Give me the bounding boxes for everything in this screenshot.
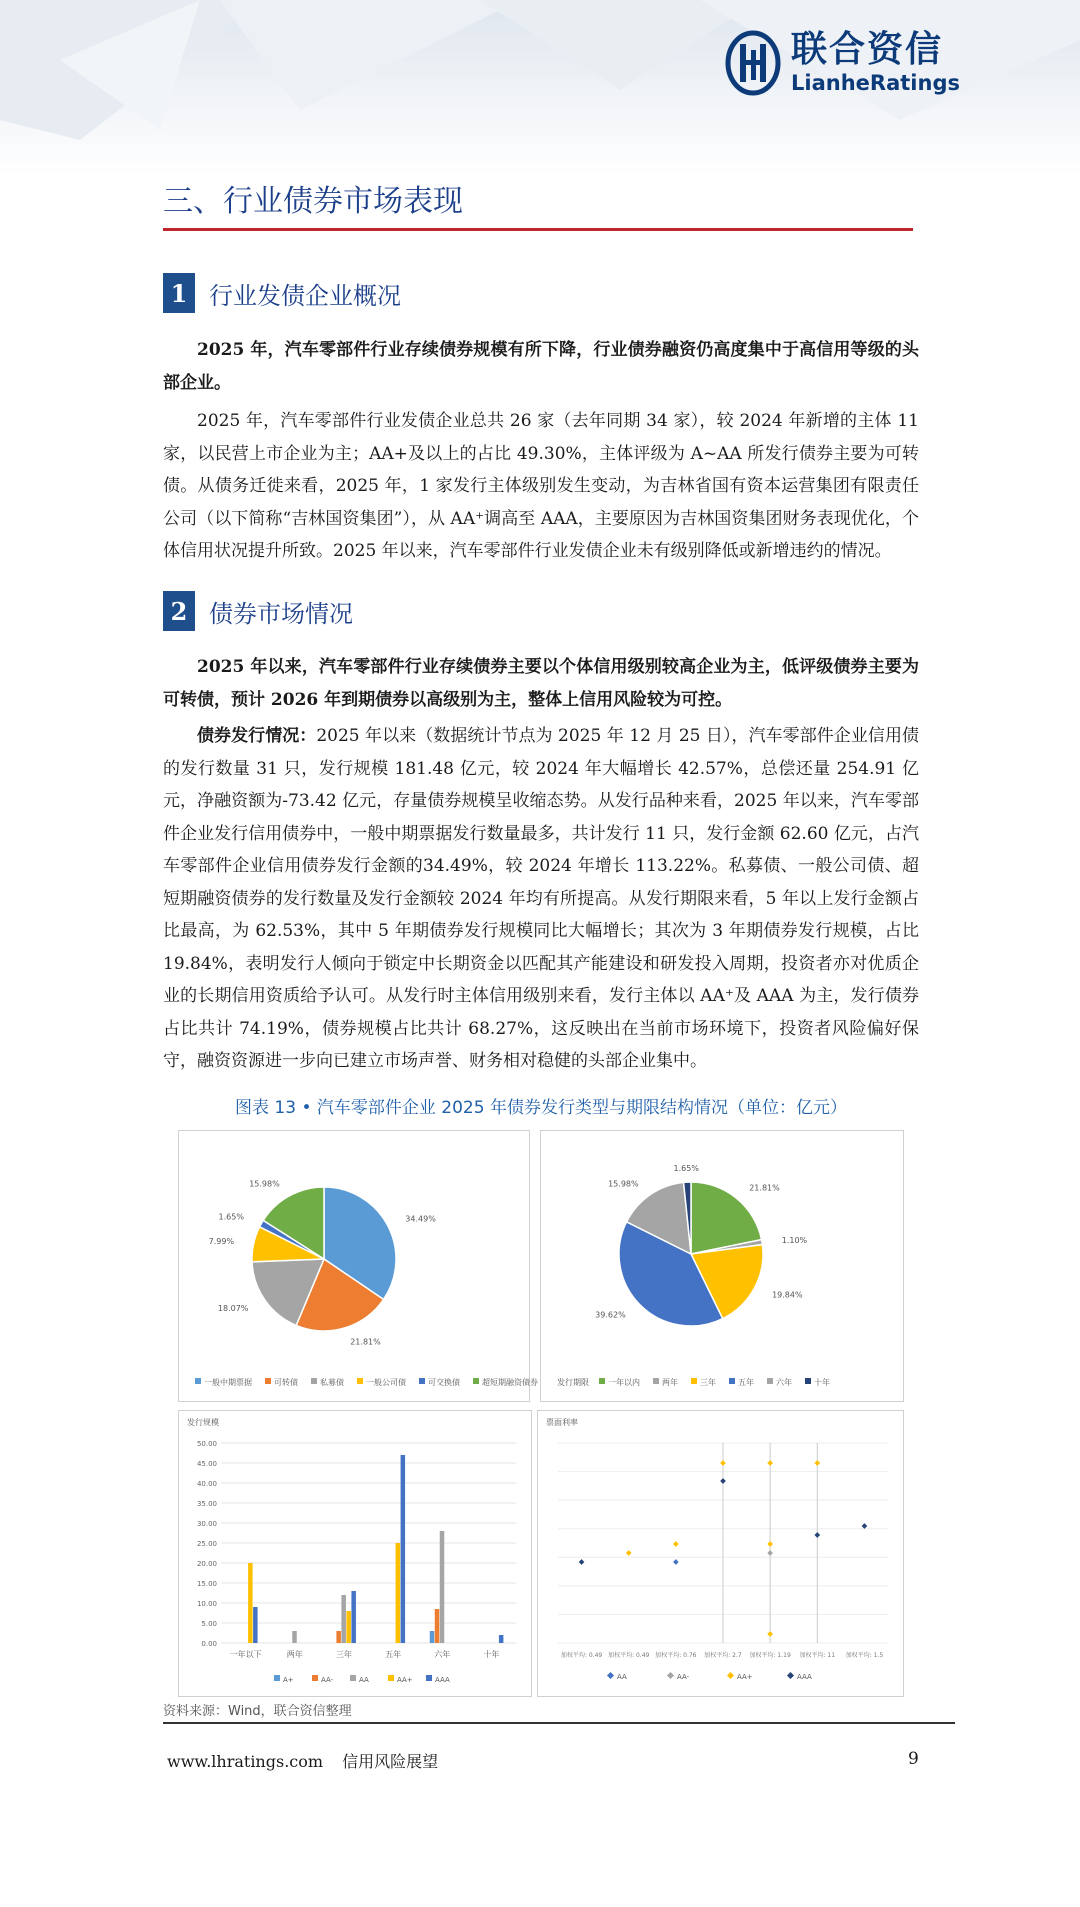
x-tick-label: 加权平均: 0.49 — [608, 1652, 650, 1659]
legend-swatch — [667, 1672, 674, 1679]
legend-label: 五年 — [738, 1378, 754, 1387]
legend-swatch — [691, 1378, 697, 1384]
bar — [346, 1611, 351, 1643]
bar — [440, 1531, 445, 1643]
bar — [499, 1635, 504, 1643]
y-tick-label: 20.00 — [196, 1560, 217, 1568]
y-tick-label: 15.00 — [196, 1580, 217, 1588]
legend-swatch — [388, 1675, 394, 1681]
subsection-1-text — [163, 334, 919, 568]
x-tick-label: 加权平均: 1.5 — [845, 1652, 884, 1659]
legend-swatch — [805, 1378, 811, 1384]
x-tick-label: 一年以下 — [229, 1650, 262, 1659]
scatter-chart-coupon — [538, 1411, 903, 1696]
subsection-number: 2 — [163, 591, 195, 631]
bar — [248, 1563, 253, 1643]
x-tick-label: 两年 — [286, 1650, 303, 1659]
logo-en-text: LianheRatings — [791, 71, 960, 95]
pie-data-label: 21.81% — [749, 1183, 780, 1193]
pie-data-label: 15.98% — [608, 1179, 639, 1189]
legend-label: AAA — [435, 1676, 450, 1684]
y-tick-label: 5.00 — [201, 1620, 217, 1628]
bar — [430, 1631, 435, 1643]
legend-label: 一年以内 — [608, 1378, 640, 1387]
scatter-point — [720, 1478, 726, 1484]
bar — [336, 1631, 341, 1643]
subsection-title: 行业发债企业概况 — [209, 281, 401, 310]
legend-label: AA+ — [737, 1673, 753, 1681]
y-tick-label: 10.00 — [196, 1600, 217, 1608]
legend-label: A+ — [283, 1676, 294, 1684]
y-tick-label: 45.00 — [196, 1460, 217, 1468]
logo-mark-icon — [725, 30, 781, 96]
pie-data-label: 21.81% — [350, 1337, 381, 1347]
scatter-point — [814, 1532, 820, 1538]
y-axis-label: 票面利率 — [546, 1418, 578, 1427]
legend-swatch — [767, 1378, 773, 1384]
pie-data-label: 7.99% — [208, 1236, 235, 1246]
legend-swatch — [729, 1378, 735, 1384]
pie-chart-issue-type — [179, 1131, 538, 1401]
y-axis-label: 发行规模 — [187, 1418, 219, 1427]
legend-swatch — [350, 1675, 356, 1681]
legend-swatch — [419, 1378, 425, 1384]
legend-label: 可转债 — [274, 1378, 298, 1387]
scatter-point — [626, 1550, 632, 1556]
legend-swatch — [607, 1672, 614, 1679]
legend-label: 一般公司债 — [366, 1378, 406, 1387]
x-tick-label: 加权平均: 11 — [799, 1652, 836, 1659]
scatter-point — [673, 1559, 679, 1565]
bar — [396, 1543, 401, 1643]
legend-swatch — [274, 1675, 280, 1681]
legend-label: AA — [617, 1673, 627, 1681]
x-tick-label: 三年 — [335, 1650, 352, 1659]
body-paragraph: 2025 年以来（数据统计节点为 2025 年 12 月 25 日），汽车零部件企业信用债的发行数量 31 只，发行规模 181.48 亿元，较 2024 年大幅增长 42.57%，总偿还量 254.91 亿元，净融资额为-73.42 亿元，存量债券规模呈收缩态势。从发行品种来看，2025 年以来，汽车零部件企业发行信用债券中，一般中期票据发行数量最多，共计发行 11 只，发行金额 62.60 亿元，占汽车零部件企业信用债券发行金额的34.49%，较 2024 年增长 113.22%。私募债、一般公司债、超短期融资债券的发行数量及发行金额较 2024 年均有所提高。从发行期限来看，5 年以上发行金额占比最高，为 62.53%，其中 5 年期债券发行规模同比大幅增长；其次为 3 年期债券发行规模，占比 19.84%，表明发行人倾向于锁定中长期资金以匹配其产能建设和研发投入周期，投资者亦对优质企业的长期信用资质给予认可。从发行时主体信用级别来看，发行主体以 AA⁺及 AAA 为主，发行债券占比共计 74.19%，债券规模占比共计 68.27%，这反映出在当前市场环境下，投资者风险偏好保守，融资资源进一步向已建立市场声誉、财务相对稳健的头部企业集中。 — [163, 726, 919, 1071]
pie-data-label: 18.07% — [217, 1304, 249, 1314]
y-tick-label: 0.00 — [201, 1640, 217, 1648]
body-paragraph: 2025 年，汽车零部件行业发债企业总共 26 家（去年同期 34 家），较 2024 年新增的主体 11 家，以民营上市企业为主；AA+及以上的占比 49.30%，主体评级为 A~AA 所发行债券主要为可转债。从债务迁徙来看，2025 年，1 家发行主体级别发生变动，为吉林省国有资本运营集团有限责任公司（以下简称“吉林国资集团”），从 AA⁺调高至 AAA，主要原因为吉林国资集团财务表现优化，个体信用状况提升所致。2025 年以来，汽车零部件行业发债企业未有级别降低或新增违约的情况。 — [163, 411, 919, 561]
figure-title: 图表 13 • 汽车零部件企业 2025 年债券发行类型与期限结构情况（单位：亿元） — [235, 1098, 847, 1118]
footer-left — [167, 1749, 438, 1772]
bar — [435, 1609, 440, 1643]
legend-title: 发行期限 — [557, 1378, 589, 1387]
chart-2-panel — [540, 1130, 904, 1402]
subsection-number: 1 — [163, 273, 195, 313]
pie-data-label: 15.98% — [249, 1179, 280, 1189]
legend-swatch — [727, 1672, 734, 1679]
section-divider — [163, 228, 913, 231]
pie-data-label: 39.62% — [595, 1310, 626, 1320]
legend-swatch — [265, 1378, 271, 1384]
scatter-point — [862, 1523, 868, 1529]
legend-label: 一般中期票据 — [204, 1378, 252, 1387]
source-note: 资料来源：Wind，联合资信整理 — [163, 1704, 352, 1719]
scatter-point — [767, 1541, 773, 1547]
body-label: 债券发行情况： — [197, 726, 317, 746]
legend-label: 十年 — [814, 1378, 830, 1387]
x-tick-label: 加权平均: 0.76 — [655, 1652, 697, 1659]
bar — [253, 1607, 258, 1643]
legend-swatch — [312, 1675, 318, 1681]
legend-swatch — [357, 1378, 363, 1384]
legend-swatch — [653, 1378, 659, 1384]
legend-swatch — [787, 1672, 794, 1679]
scatter-point — [767, 1460, 773, 1466]
pie-data-label: 1.65% — [673, 1164, 699, 1174]
subsection-title: 债券市场情况 — [209, 599, 353, 628]
lead-sentence: 2025 年，汽车零部件行业存续债券规模有所下降，行业债券融资仍高度集中于高信用等级的头部企业。 — [163, 340, 919, 393]
page-number: 9 — [908, 1749, 919, 1769]
lead-sentence: 2025 年以来，汽车零部件行业存续债券主要以个体信用级别较高企业为主，低评级债券主要为可转债，预计 2026 年到期债券以高级别为主，整体上信用风险较为可控。 — [163, 657, 919, 710]
scatter-point — [720, 1460, 726, 1466]
legend-swatch — [599, 1378, 605, 1384]
legend-label: AA — [359, 1676, 369, 1684]
legend-label: 两年 — [662, 1378, 678, 1387]
y-tick-label: 35.00 — [196, 1500, 217, 1508]
subsection-2-text — [163, 651, 919, 1078]
legend-swatch — [311, 1378, 317, 1384]
legend-label: AA- — [677, 1673, 690, 1681]
legend-label: 六年 — [776, 1378, 792, 1387]
bar-chart-rating-term — [179, 1411, 531, 1696]
bar — [351, 1591, 356, 1643]
legend-label: 超短期融资债券 — [482, 1378, 538, 1387]
pie-data-label: 1.65% — [218, 1212, 244, 1222]
bar — [292, 1631, 297, 1643]
legend-label: 私募债 — [320, 1378, 344, 1387]
logo-cn-text: 联合资信 — [791, 29, 944, 70]
footer-divider — [163, 1722, 955, 1724]
pie-chart-issue-term — [541, 1131, 903, 1401]
chart-3-panel — [178, 1410, 532, 1697]
subsection-2-heading — [163, 591, 353, 631]
x-tick-label: 五年 — [385, 1650, 402, 1659]
scatter-point — [814, 1460, 820, 1466]
scatter-point — [673, 1541, 679, 1547]
legend-label: 三年 — [700, 1378, 716, 1387]
pie-data-label: 1.10% — [781, 1235, 808, 1245]
section-title: 三、行业债券市场表现 — [163, 184, 463, 219]
y-tick-label: 30.00 — [196, 1520, 217, 1528]
x-tick-label: 六年 — [434, 1650, 451, 1659]
legend-swatch — [473, 1378, 479, 1384]
legend-label: 可交换债 — [428, 1378, 460, 1387]
y-tick-label: 50.00 — [196, 1440, 217, 1448]
legend-label: AA- — [321, 1676, 334, 1684]
scatter-point — [579, 1559, 585, 1565]
legend-label: AA+ — [397, 1676, 413, 1684]
bar — [341, 1595, 346, 1643]
footer-tag: 信用风险展望 — [342, 1752, 439, 1771]
company-logo — [725, 30, 960, 96]
bar — [401, 1455, 406, 1643]
y-tick-label: 40.00 — [196, 1480, 217, 1488]
scatter-point — [767, 1631, 773, 1637]
x-tick-label: 加权平均: 2.7 — [704, 1652, 742, 1659]
legend-swatch — [426, 1675, 432, 1681]
legend-label: AAA — [797, 1673, 812, 1681]
footer-site-link[interactable]: www.lhratings.com — [167, 1752, 324, 1771]
legend-swatch — [195, 1378, 201, 1384]
chart-4-panel — [537, 1410, 904, 1697]
pie-data-label: 34.49% — [405, 1214, 436, 1224]
x-tick-label: 十年 — [483, 1650, 500, 1659]
x-tick-label: 加权平均: 1.19 — [749, 1652, 791, 1659]
scatter-point — [767, 1550, 773, 1556]
subsection-1-heading — [163, 273, 401, 313]
y-tick-label: 25.00 — [196, 1540, 217, 1548]
x-tick-label: 加权平均: 0.49 — [560, 1652, 603, 1659]
pie-data-label: 19.84% — [772, 1290, 803, 1300]
chart-1-panel — [178, 1130, 538, 1402]
